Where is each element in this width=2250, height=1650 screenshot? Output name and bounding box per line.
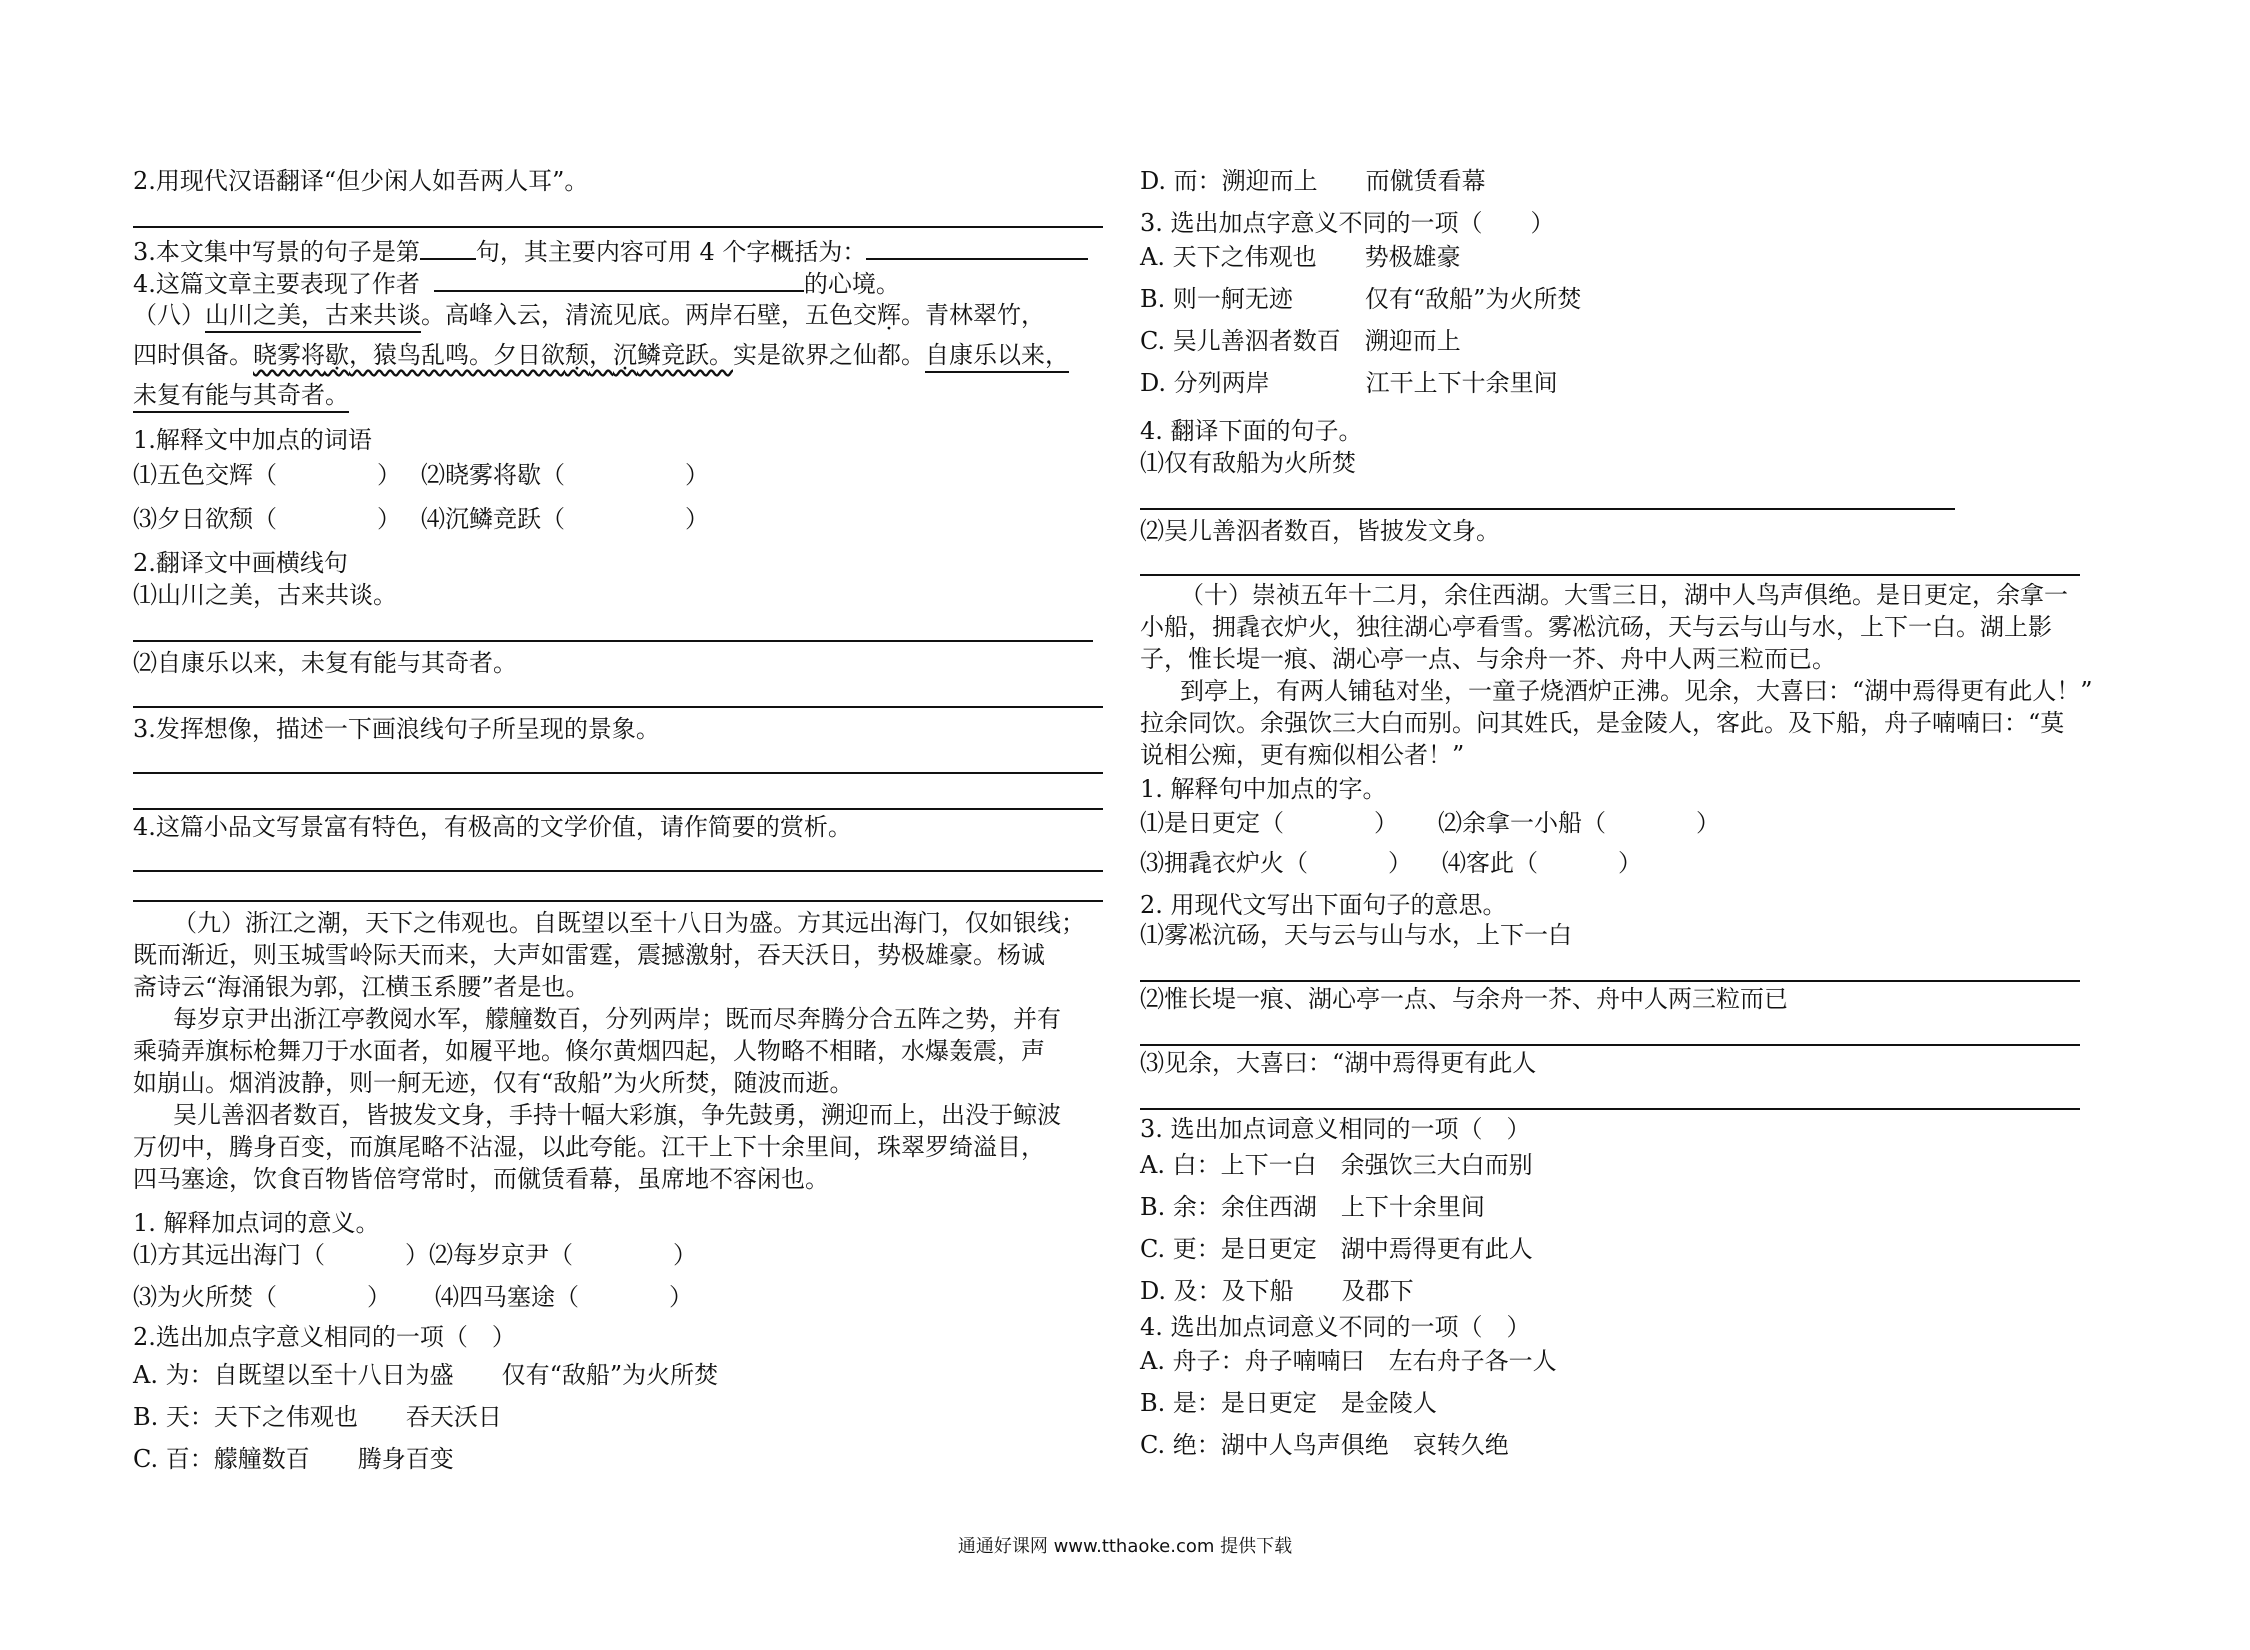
- p8-question-2: 2.翻译文中画横线句: [133, 549, 348, 577]
- passage-8-line-3: 未复有能与其奇者。: [133, 380, 349, 410]
- p9-q3-option-d: D. 分列两岸 江干上下十余里间: [1140, 369, 1558, 397]
- p8-question-3: 3.发挥想像，描述一下画浪线句子所呈现的景象。: [133, 715, 660, 743]
- p10-q3-option-c: C. 更：是日更定 湖中焉得更有此人: [1140, 1235, 1533, 1263]
- p8-q1-row-1: ⑴五色交辉（ ） ⑵晓雾将歇（ ）: [133, 461, 709, 489]
- p10-q2-item-2: ⑵惟长堤一痕、湖心亭一点、与余舟一芥、舟中人两三粒而已: [1140, 985, 1788, 1013]
- p10-question-3: 3. 选出加点词意义相同的一项（ ）: [1140, 1115, 1531, 1143]
- p9-question-1: 1. 解释加点词的意义。: [133, 1209, 380, 1237]
- passage-8-line-2: 四时俱备。晓雾将歇，猿鸟乱鸣。夕日欲颓，沉鳞竞跃。实是欲界之仙都。自康乐以来，: [133, 340, 1069, 370]
- p9-q3-option-c: C. 吴儿善泅者数百 溯迎而上: [1140, 327, 1461, 355]
- p10-q2-item-1: ⑴雾凇沆砀，天与云与山与水，上下一白: [1140, 921, 1572, 949]
- blank[interactable]: [434, 268, 804, 292]
- answer-line: [133, 870, 1103, 872]
- p10-question-2: 2. 用现代文写出下面句子的意思。: [1140, 891, 1507, 919]
- p9-q3-option-a: A. 天下之伟观也 势极雄豪: [1140, 243, 1461, 271]
- p9-q2-option-b: B. 天：天下之伟观也 吞天沃日: [133, 1403, 502, 1431]
- answer-line: [133, 808, 1103, 810]
- p10-q4-option-a: A. 舟子：舟子喃喃曰 左右舟子各一人: [1140, 1347, 1557, 1375]
- answer-line: [133, 706, 1103, 708]
- question-4: 4.这篇文章主要表现了作者 的心境。: [133, 270, 900, 298]
- p10-q4-option-b: B. 是：是日更定 是金陵人: [1140, 1389, 1437, 1417]
- answer-line: [1140, 574, 2080, 576]
- p10-q1-row-1: ⑴是日更定（ ） ⑵余拿一小船（ ）: [1140, 809, 1720, 837]
- p10-q3-option-b: B. 余：余住西湖 上下十余里间: [1140, 1193, 1485, 1221]
- p9-q4-item-1: ⑴仅有敌船为火所焚: [1140, 449, 1356, 477]
- blank[interactable]: [866, 236, 1088, 260]
- p9-q4-item-2: ⑵吴儿善泅者数百，皆披发文身。: [1140, 517, 1500, 545]
- p8-question-1: 1.解释文中加点的词语: [133, 426, 372, 454]
- p8-question-4: 4.这篇小品文写景富有特色，有极高的文学价值，请作简要的赏析。: [133, 813, 852, 841]
- p9-question-3: 3. 选出加点字意义不同的一项（ ）: [1140, 209, 1555, 237]
- question-translate-2: 2.用现代汉语翻译“但少闲人如吾两人耳”。: [133, 167, 589, 195]
- answer-line: [133, 226, 1103, 228]
- p9-question-4: 4. 翻译下面的句子。: [1140, 417, 1363, 445]
- blank[interactable]: [420, 236, 476, 260]
- answer-line: [1140, 1108, 2080, 1110]
- p10-question-4: 4. 选出加点词意义不同的一项（ ）: [1140, 1313, 1531, 1341]
- question-3: 3.本文集中写景的句子是第 句，其主要内容可用 4 个字概括为：: [133, 236, 1088, 267]
- answer-line: [133, 900, 1103, 902]
- p9-q2-option-c: C. 百：艨艟数百 腾身百变: [133, 1445, 454, 1473]
- p9-question-2: 2.选出加点字意义相同的一项（ ）: [133, 1323, 516, 1351]
- p9-q1-row-2: ⑶为火所焚（ ） ⑷四马塞途（ ）: [133, 1283, 693, 1311]
- p9-q2-option-a: A. 为：自既望以至十八日为盛 仅有“敌船”为火所焚: [133, 1361, 719, 1389]
- answer-line: [1140, 508, 1955, 510]
- answer-line: [133, 640, 1093, 642]
- p10-question-1: 1. 解释句中加点的字。: [1140, 775, 1387, 803]
- passage-8-line-1: （八）山川之美，古来共谈。高峰入云，清流见底。两岸石壁，五色交辉。青林翠竹，: [133, 300, 1045, 330]
- p9-q2-option-d: D. 而：溯迎而上 而僦赁看幕: [1140, 167, 1486, 195]
- p9-q1-row-1: ⑴方其远出海门（ ）⑵每岁京尹（ ）: [133, 1241, 697, 1269]
- p10-q3-option-a: A. 白：上下一白 余强饮三大白而别: [1140, 1151, 1533, 1179]
- p10-q4-option-c: C. 绝：湖中人鸟声俱绝 哀转久绝: [1140, 1431, 1509, 1459]
- p10-q2-item-3: ⑶见余，大喜曰：“湖中焉得更有此人: [1140, 1049, 1537, 1077]
- p8-q2-item-1: ⑴山川之美，古来共谈。: [133, 581, 397, 609]
- answer-line: [133, 772, 1103, 774]
- p9-q3-option-b: B. 则一舸无迹 仅有“敌船”为火所焚: [1140, 285, 1582, 313]
- p10-q3-option-d: D. 及：及下船 及郡下: [1140, 1277, 1414, 1305]
- answer-line: [1140, 980, 2080, 982]
- p8-q2-item-2: ⑵自康乐以来，未复有能与其奇者。: [133, 649, 517, 677]
- p10-q1-row-2: ⑶拥毳衣炉火（ ） ⑷客此（ ）: [1140, 849, 1642, 877]
- footer-credit: 通通好课网 www.tthaoke.com 提供下载: [957, 1536, 1293, 1557]
- answer-line: [1140, 1044, 2080, 1046]
- p8-q1-row-2: ⑶夕日欲颓（ ） ⑷沉鳞竞跃（ ）: [133, 505, 709, 533]
